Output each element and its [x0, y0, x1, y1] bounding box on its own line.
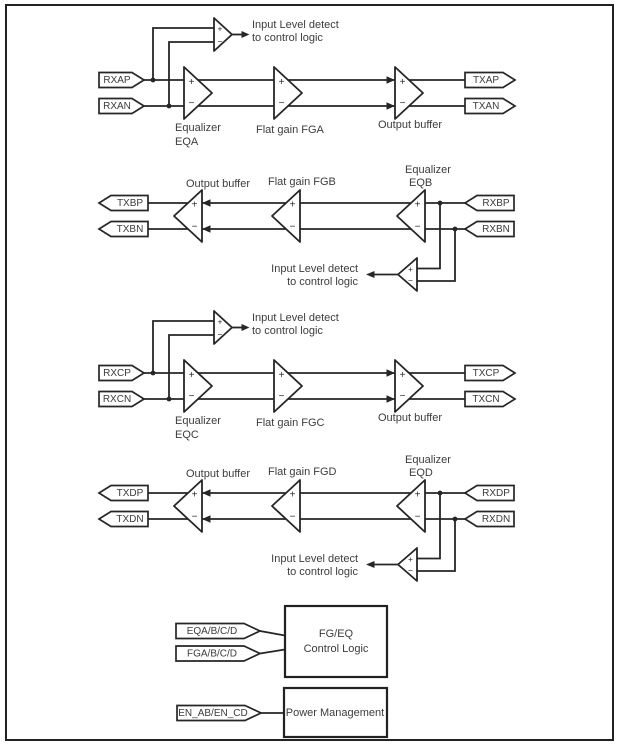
- output-buffer-c-triangle: [395, 360, 423, 412]
- pin-label-rxap: RXAP: [103, 75, 131, 86]
- minus-sign: −: [399, 391, 406, 402]
- output-buffer-a-triangle: [395, 67, 423, 119]
- equalizer-eqd-triangle: [397, 480, 425, 532]
- flat-gain-fgb-triangle: [272, 190, 300, 242]
- arrowhead: [387, 395, 396, 403]
- level-detect-b-triangle: [398, 258, 417, 291]
- channel-b: [99, 164, 514, 291]
- plus-sign: +: [399, 77, 406, 88]
- flat-gain-label: Flat gain FGB: [268, 176, 336, 188]
- detect-label-line2: to control logic: [252, 325, 323, 337]
- equalizer-label-line1: Equalizer: [175, 415, 221, 427]
- minus-sign: −: [414, 511, 421, 523]
- arrowhead: [202, 199, 211, 207]
- plus-sign: +: [191, 199, 198, 211]
- output-buffer-label: Output buffer: [378, 412, 443, 424]
- arrowhead: [387, 369, 396, 377]
- minus-sign: −: [278, 98, 285, 109]
- pin-label-txbp: TXBP: [116, 198, 144, 209]
- arrowhead: [387, 76, 396, 84]
- flat-gain-label: Flat gain FGA: [256, 124, 324, 136]
- detect-label-line1: Input Level detect: [252, 312, 339, 324]
- output-buffer-d-triangle: [174, 480, 202, 532]
- arrowhead: [366, 271, 375, 278]
- flat-gain-label: Flat gain FGD: [268, 466, 337, 478]
- minus-sign: −: [191, 221, 198, 233]
- plus-sign: +: [414, 199, 421, 211]
- detect-label-line1: Input Level detect: [252, 19, 339, 31]
- pin-label-rxcn: RXCN: [102, 394, 132, 405]
- arrowhead: [242, 31, 250, 38]
- pin-label-eq-abcd: EQA/B/C/D: [186, 626, 238, 637]
- junction-dot: [167, 104, 172, 109]
- plus-sign: +: [414, 489, 421, 501]
- plus-sign: +: [188, 77, 195, 88]
- plus-sign: +: [191, 489, 198, 501]
- plus-sign: +: [217, 316, 223, 327]
- detect-label-line1: Input Level detect: [271, 553, 358, 565]
- plus-sign: +: [278, 77, 285, 88]
- plus-sign: +: [408, 264, 413, 274]
- plus-sign: +: [408, 554, 413, 564]
- flat-gain-fgc-triangle: [274, 360, 302, 412]
- pin-label-rxbp: RXBP: [482, 198, 510, 209]
- equalizer-eqc-triangle: [184, 360, 212, 412]
- flat-gain-label: Flat gain FGC: [256, 417, 325, 429]
- channel-c: [99, 311, 515, 441]
- minus-sign: −: [188, 98, 195, 109]
- minus-sign: −: [399, 98, 406, 109]
- wire-fg-pin: [260, 650, 285, 654]
- minus-sign: −: [278, 391, 285, 402]
- detect-label-line1: Input Level detect: [271, 263, 358, 275]
- junction-dot: [438, 491, 443, 496]
- pin-label-txcn: TXCN: [472, 394, 500, 405]
- junction-dot: [151, 371, 156, 376]
- plus-sign: +: [188, 370, 195, 381]
- control-logic-section: [176, 606, 387, 677]
- pin-label-en-ab-cd: EN_AB/EN_CD: [178, 708, 248, 719]
- minus-sign: −: [217, 329, 223, 340]
- fg-eq-control-logic-box: [285, 606, 387, 677]
- pin-label-txap: TXAP: [472, 75, 500, 86]
- minus-sign: −: [191, 511, 198, 523]
- equalizer-eqb-triangle: [397, 190, 425, 242]
- equalizer-label-line2: EQA: [175, 136, 199, 148]
- arrowhead: [387, 102, 396, 110]
- minus-sign: −: [408, 565, 413, 576]
- channel-a: [99, 18, 515, 148]
- detect-label-line2: to control logic: [252, 32, 323, 44]
- equalizer-label-line2: EQB: [409, 177, 433, 189]
- power-management-section: [177, 688, 387, 737]
- arrowhead: [202, 515, 211, 523]
- plus-sign: +: [278, 370, 285, 381]
- channel-d: [99, 454, 514, 581]
- minus-sign: −: [408, 275, 413, 286]
- pin-label-fg-abcd: FGA/B/C/D: [186, 648, 238, 660]
- output-buffer-b-triangle: [174, 190, 202, 242]
- arrowhead: [366, 561, 375, 568]
- equalizer-label-line1: Equalizer: [405, 454, 451, 466]
- arrowhead: [242, 324, 250, 331]
- minus-sign: −: [217, 36, 223, 47]
- plus-sign: +: [289, 199, 296, 211]
- equalizer-label-line2: EQD: [409, 467, 433, 479]
- pin-label-rxdn: RXDN: [481, 514, 511, 525]
- power-management-box-label: Power Management: [285, 707, 385, 719]
- junction-dot: [438, 201, 443, 206]
- plus-sign: +: [289, 489, 296, 501]
- pin-label-rxdp: RXDP: [482, 488, 510, 499]
- junction-dot: [453, 227, 458, 232]
- output-buffer-label: Output buffer: [186, 468, 251, 480]
- flat-gain-fga-triangle: [274, 67, 302, 119]
- equalizer-label-line2: EQC: [175, 429, 199, 441]
- output-buffer-label: Output buffer: [378, 119, 443, 131]
- equalizer-label-line1: Equalizer: [405, 164, 451, 176]
- pin-label-txcp: TXCP: [472, 368, 500, 379]
- arrowhead: [202, 489, 211, 497]
- equalizer-label-line1: Equalizer: [175, 122, 221, 134]
- minus-sign: −: [188, 391, 195, 402]
- detect-label-line2: to control logic: [287, 566, 358, 578]
- level-detect-d-triangle: [398, 548, 417, 581]
- plus-sign: +: [217, 23, 223, 34]
- control-logic-box-line2: Control Logic: [303, 643, 369, 655]
- minus-sign: −: [289, 221, 296, 233]
- pin-label-txbn: TXBN: [116, 224, 144, 235]
- arrowhead: [202, 225, 211, 233]
- pin-label-txan: TXAN: [472, 101, 500, 112]
- pin-label-txdn: TXDN: [116, 514, 144, 525]
- wire-eq-pin: [260, 631, 285, 636]
- equalizer-eqa-triangle: [184, 67, 212, 119]
- minus-sign: −: [289, 511, 296, 523]
- pin-label-rxbn: RXBN: [482, 224, 510, 235]
- junction-dot: [167, 397, 172, 402]
- junction-dot: [151, 78, 156, 83]
- control-logic-box-line1: FG/EQ: [318, 628, 354, 640]
- pin-label-rxcp: RXCP: [103, 368, 131, 379]
- plus-sign: +: [399, 370, 406, 381]
- flat-gain-fgd-triangle: [272, 480, 300, 532]
- detect-label-line2: to control logic: [287, 276, 358, 288]
- junction-dot: [453, 517, 458, 522]
- minus-sign: −: [414, 221, 421, 233]
- pin-label-rxan: RXAN: [103, 101, 131, 112]
- pin-label-txdp: TXDP: [116, 488, 144, 499]
- output-buffer-label: Output buffer: [186, 178, 251, 190]
